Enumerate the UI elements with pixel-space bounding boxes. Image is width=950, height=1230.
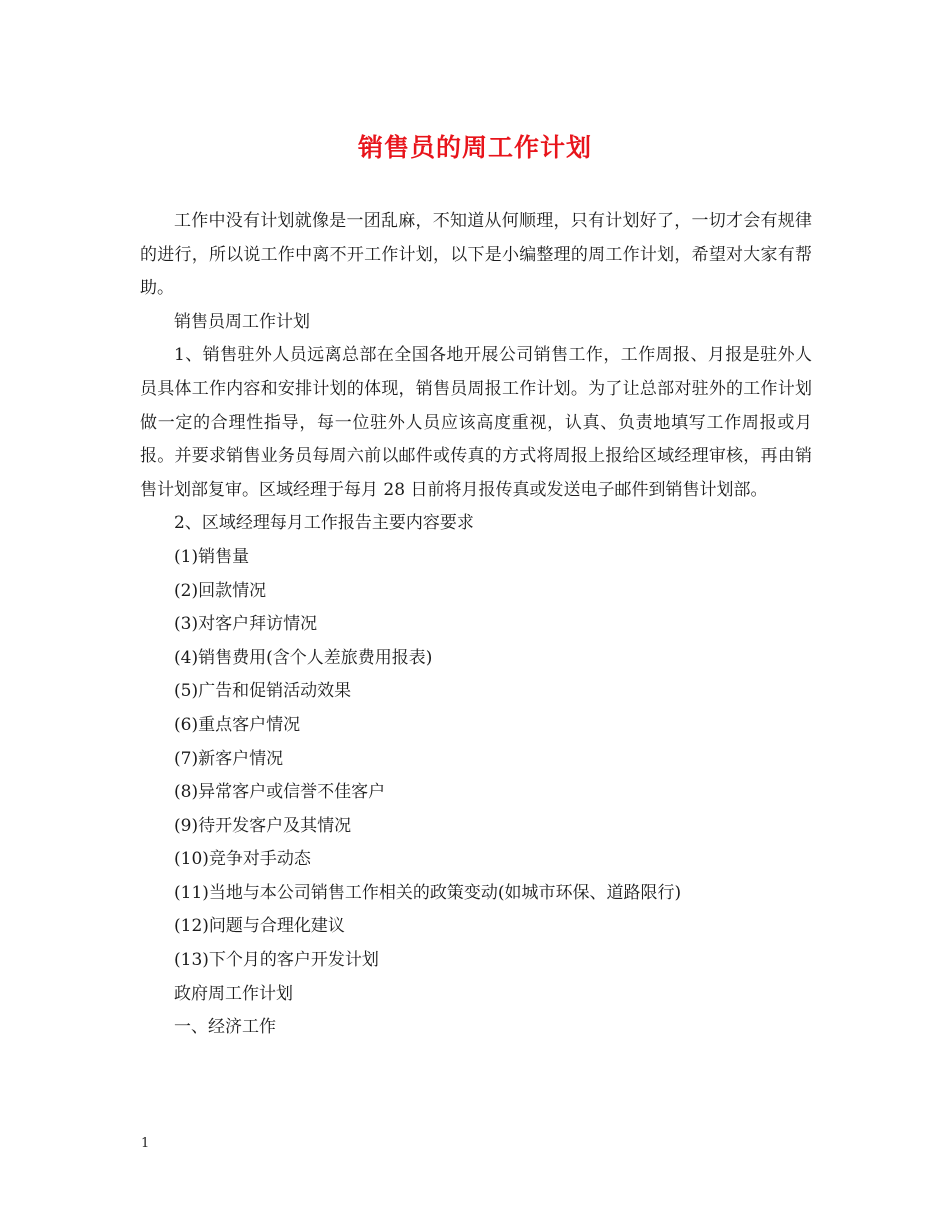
list-item: (1)销售量: [174, 546, 250, 567]
list-item: (7)新客户情况: [174, 748, 284, 769]
list-item: (11)当地与本公司销售工作相关的政策变动(如城市环保、道路限行): [174, 882, 682, 903]
intro-paragraph: 工作中没有计划就像是一团乱麻，不知道从何顺理，只有计划好了，一切才会有规律的进行，所以说工作中离不开工作计划，以下是小编整理的周工作计划，希望对大家有帮助。: [140, 211, 812, 299]
section-heading-government: 政府周工作计划: [174, 983, 293, 1004]
section-heading-sales: 销售员周工作计划: [174, 311, 310, 332]
list-item: (10)竞争对手动态: [174, 849, 311, 870]
subsection-heading-economy: 一、经济工作: [174, 1017, 276, 1038]
paragraph-item-1: 1、销售驻外人员远离总部在全国各地开展公司销售工作，工作周报、月报是驻外人员具体工作内容和安排计划的体现，销售员周报工作计划。为了让总部对驻外的工作计划做一定的合理性指导，每一位驻外人员应该高度重视，认真、负责地填写工作周报或月报。并要求销售业务员每周六前以邮件或传真的方式将周报上报给区域经理审核，再由销售计划部复审。区域经理于每月 28 日前将月报传真或发送电子邮件到销售计划部。: [140, 345, 812, 500]
list-item: (3)对客户拜访情况: [174, 614, 318, 635]
list-item: (8)异常客户或信誉不佳客户: [174, 782, 386, 803]
list-item: (2)回款情况: [174, 580, 267, 601]
list-item: (4)销售费用(含个人差旅费用报表): [174, 647, 433, 668]
document-body: [140, 205, 812, 1045]
list-item: (5)广告和促销活动效果: [174, 681, 352, 702]
list-item: (13)下个月的客户开发计划: [174, 950, 379, 971]
list-item: (12)问题与合理化建议: [174, 916, 345, 937]
list-item: (6)重点客户情况: [174, 714, 301, 735]
list-item: (9)待开发客户及其情况: [174, 815, 352, 836]
document-title: 销售员的周工作计划: [357, 133, 592, 162]
paragraph-item-2: 2、区域经理每月工作报告主要内容要求: [174, 513, 474, 534]
page-number: 1: [141, 1136, 150, 1151]
